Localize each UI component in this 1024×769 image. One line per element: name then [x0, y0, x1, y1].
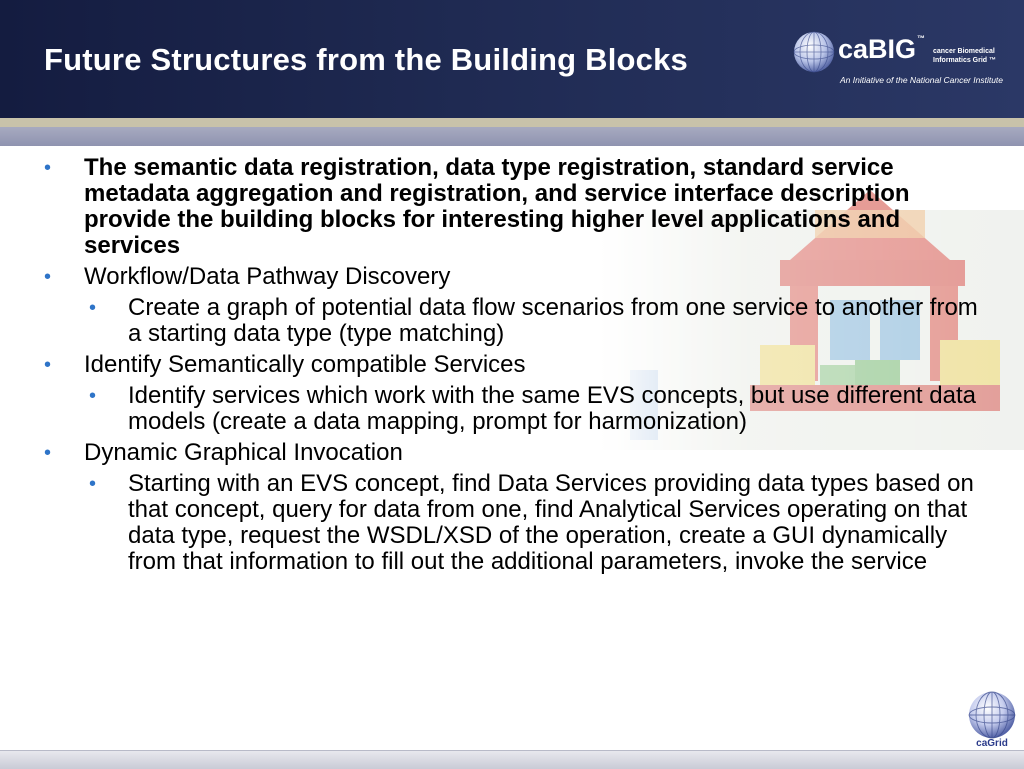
bullet-item: [44, 264, 984, 290]
cabig-subtitle: cancer Biomedical Informatics Grid ™: [933, 48, 997, 64]
cabig-tagline: An Initiative of the National Cancer Institute: [840, 75, 1004, 85]
bullet-list: [44, 155, 984, 580]
slide-title: Future Structures from the Building Blocks: [44, 42, 688, 77]
bullet-text: The semantic data registration, data type registration, standard service metadata aggregation and registration, and service interface description provide the building blocks for interesting higher level applications and services: [84, 154, 910, 259]
sub-bullet-item: [89, 471, 984, 575]
bullet-dot-icon: •: [44, 157, 52, 179]
sub-bullet-item: [89, 383, 984, 435]
bullet-text: Identify services which work with the same EVS concepts, but use different data models (create a data mapping, prompt for harmonization): [128, 382, 976, 435]
bullet-item: [44, 440, 984, 466]
cagrid-globe-icon: [967, 690, 1017, 740]
bullet-item: [44, 352, 984, 378]
footer-bar: [0, 750, 1024, 769]
bullet-dot-icon: •: [44, 354, 52, 376]
bullet-dot-icon: •: [89, 385, 97, 407]
header-divider-tan: [0, 118, 1024, 127]
bullet-dot-icon: •: [44, 266, 52, 288]
bullet-text: Create a graph of potential data flow scenarios from one service to another from a starting data type (type matching): [128, 294, 978, 347]
bullet-text: Starting with an EVS concept, find Data Services providing data types based on that concept, query for data from one, find Analytical Services operating on that data type, request the WSDL/XSD of the operation, create a GUI dynamically from that information to fill out the additional parameters, invoke the service: [128, 470, 974, 575]
sub-bullet-item: [89, 295, 984, 347]
bullet-dot-icon: •: [44, 442, 52, 464]
cagrid-logo-label: caGrid: [976, 738, 1008, 749]
bullet-text: Dynamic Graphical Invocation: [84, 439, 403, 466]
bullet-text: Workflow/Data Pathway Discovery: [84, 263, 451, 290]
bullet-item: [44, 155, 984, 259]
cabig-globe-icon: [792, 30, 836, 74]
slide-header: [0, 0, 1024, 118]
header-divider-gray: [0, 127, 1024, 146]
cabig-wordmark: caBIG™: [838, 34, 926, 64]
bullet-text: Identify Semantically compatible Services: [84, 351, 526, 378]
bullet-dot-icon: •: [89, 473, 97, 495]
bullet-dot-icon: •: [89, 297, 97, 319]
